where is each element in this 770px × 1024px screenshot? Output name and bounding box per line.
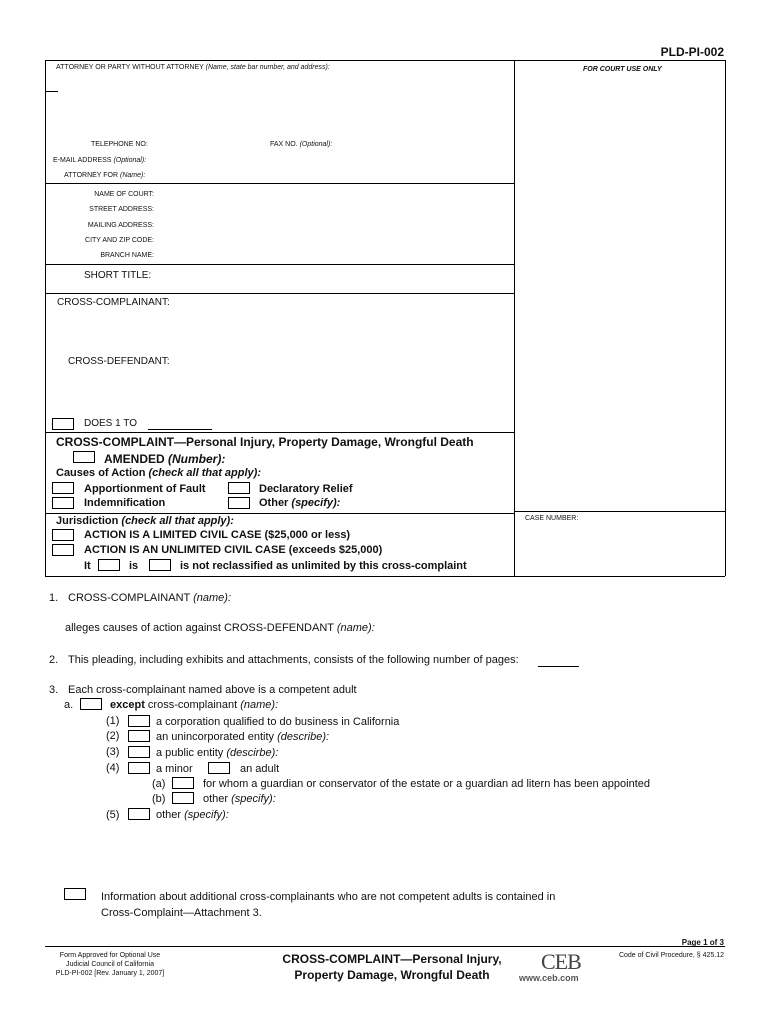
indemnification-label: Indemnification — [84, 497, 166, 509]
street-address-label: STREET ADDRESS: — [89, 206, 154, 213]
divider-parties — [45, 432, 514, 433]
footer-title-line-1: CROSS-COMPLAINT—Personal Injury, — [282, 952, 502, 966]
fax-label: FAX NO. (Optional): — [270, 141, 333, 148]
form-number: PLD-PI-002 — [660, 45, 724, 59]
alleges-text: alleges causes of action against CROSS-DEFENDANT (name): — [65, 622, 375, 634]
item-1-number: 1. — [49, 592, 59, 604]
apportionment-label: Apportionment of Fault — [84, 483, 206, 495]
amended-checkbox[interactable] — [73, 451, 95, 463]
guardian-text: for whom a guardian or conservator of the estate or a guardian ad litern has been appointed — [203, 778, 651, 790]
caption-middle-divider — [514, 60, 515, 576]
public-entity-text: a public entity (descirbe): — [156, 747, 279, 759]
approved-line-2: Judicial Council of California — [66, 961, 154, 968]
item-3a-letter: a. — [64, 699, 74, 711]
caption-top-border — [45, 60, 725, 61]
caption-bottom-border — [45, 576, 725, 577]
other-cause-label: Other (specify): — [259, 497, 341, 509]
unlimited-case-checkbox[interactable] — [52, 544, 74, 556]
is-checkbox[interactable] — [98, 559, 120, 571]
form-title: CROSS-COMPLAINT—Personal Injury, Property Damage, Wrongful Death — [56, 435, 474, 449]
short-title-label: SHORT TITLE: — [84, 270, 152, 281]
it-label: It — [84, 560, 91, 572]
footer-title-line-2: Property Damage, Wrongful Death — [294, 968, 490, 982]
info-line-1: Information about additional cross-complainants who are not competent adults is contained in — [101, 891, 556, 903]
sub-5-number: (5) — [106, 809, 120, 821]
divider-short-title — [45, 293, 514, 294]
city-zip-label: CITY AND ZIP CODE: — [85, 237, 154, 244]
branch-name-label: BRANCH NAME: — [100, 252, 154, 259]
apportionment-checkbox[interactable] — [52, 482, 74, 494]
page-number: Page 1 of 3 — [681, 938, 724, 947]
other-cause-checkbox[interactable] — [228, 497, 250, 509]
corporation-checkbox[interactable] — [128, 715, 150, 727]
unincorporated-text: an unincorporated entity (describe): — [156, 731, 330, 743]
attorney-for-label: ATTORNEY FOR (Name): — [64, 172, 146, 179]
divider-causes — [45, 513, 514, 514]
cross-complainant-label: CROSS-COMPLAINANT: — [57, 297, 170, 308]
approved-line-1: Form Approved for Optional Use — [59, 952, 161, 959]
limited-case-checkbox[interactable] — [52, 529, 74, 541]
other-entity-text: other (specify): — [156, 809, 229, 821]
other-minor-text: other (specify): — [203, 793, 276, 805]
caption-left-border — [45, 60, 46, 576]
causes-label: Causes of Action (check all that apply): — [56, 467, 261, 479]
sub-2-number: (2) — [106, 730, 120, 742]
info-line-2: Cross-Complaint—Attachment 3. — [101, 907, 262, 919]
item-2-text: This pleading, including exhibits and attachments, consists of the following number of pages: — [68, 654, 519, 666]
declaratory-checkbox[interactable] — [228, 482, 250, 494]
does-label: DOES 1 TO — [84, 418, 137, 429]
adult-text: an adult — [240, 763, 280, 775]
item-2-number: 2. — [49, 654, 59, 666]
code-citation: Code of Civil Procedure, § 425.12 — [618, 952, 724, 959]
other-minor-checkbox[interactable] — [172, 792, 194, 804]
corporation-text: a corporation qualified to do business in California — [156, 716, 400, 728]
minor-checkbox[interactable] — [128, 762, 150, 774]
item-3-number: 3. — [49, 684, 59, 696]
telephone-label: TELEPHONE NO: — [91, 141, 148, 148]
footer-rule — [45, 946, 725, 947]
ceb-logo: CEB — [541, 949, 581, 974]
is-not-checkbox[interactable] — [149, 559, 171, 571]
item-1-text: CROSS-COMPLAINANT (name): — [68, 592, 232, 604]
attorney-name-blank[interactable] — [46, 91, 58, 92]
does-checkbox[interactable] — [52, 418, 74, 430]
divider-case-number — [514, 511, 725, 512]
item-3-text: Each cross-complainant named above is a competent adult — [68, 684, 357, 696]
declaratory-label: Declaratory Relief — [259, 483, 353, 495]
court-use-label: FOR COURT USE ONLY — [583, 66, 662, 73]
except-checkbox[interactable] — [80, 698, 102, 710]
approved-line-3: PLD-PI-002 [Rev. January 1, 2007] — [55, 970, 165, 977]
indemnification-checkbox[interactable] — [52, 497, 74, 509]
does-number-blank[interactable] — [148, 429, 212, 430]
pages-count-blank[interactable] — [538, 666, 579, 667]
limited-case-label: ACTION IS A LIMITED CIVIL CASE ($25,000 or less) — [84, 529, 351, 541]
case-number-label: CASE NUMBER: — [525, 515, 579, 522]
cross-defendant-label: CROSS-DEFENDANT: — [68, 356, 170, 367]
sub-4-number: (4) — [106, 762, 120, 774]
court-name-label: NAME OF COURT: — [94, 191, 154, 198]
unlimited-case-label: ACTION IS AN UNLIMITED CIVIL CASE (exceeds $25,000) — [84, 544, 383, 556]
minor-text: a minor — [156, 763, 193, 775]
attorney-label: ATTORNEY OR PARTY WITHOUT ATTORNEY (Name, state bar number, and address): — [56, 64, 330, 71]
jurisdiction-label: Jurisdiction (check all that apply): — [56, 515, 234, 527]
footer-title — [262, 951, 522, 983]
sub-a-letter: (a) — [152, 778, 166, 790]
form-approved-block — [40, 951, 180, 978]
reclassified-label: is not reclassified as unlimited by this cross-complaint — [180, 560, 467, 572]
caption-right-border — [725, 60, 726, 576]
except-text: except cross-complainant (name): — [110, 699, 279, 711]
sub-3-number: (3) — [106, 746, 120, 758]
guardian-checkbox[interactable] — [172, 777, 194, 789]
adult-checkbox[interactable] — [208, 762, 230, 774]
is-label: is — [129, 560, 139, 572]
sub-b-letter: (b) — [152, 793, 166, 805]
divider-court — [45, 264, 514, 265]
ceb-website[interactable]: www.ceb.com — [519, 973, 579, 983]
unincorporated-checkbox[interactable] — [128, 730, 150, 742]
other-entity-checkbox[interactable] — [128, 808, 150, 820]
amended-label: AMENDED (Number): — [104, 452, 226, 466]
sub-1-number: (1) — [106, 715, 120, 727]
attachment-3-checkbox[interactable] — [64, 888, 86, 900]
email-label: E-MAIL ADDRESS (Optional): — [53, 157, 147, 164]
public-entity-checkbox[interactable] — [128, 746, 150, 758]
mailing-address-label: MAILING ADDRESS: — [87, 222, 154, 229]
divider-attorney — [45, 183, 514, 184]
